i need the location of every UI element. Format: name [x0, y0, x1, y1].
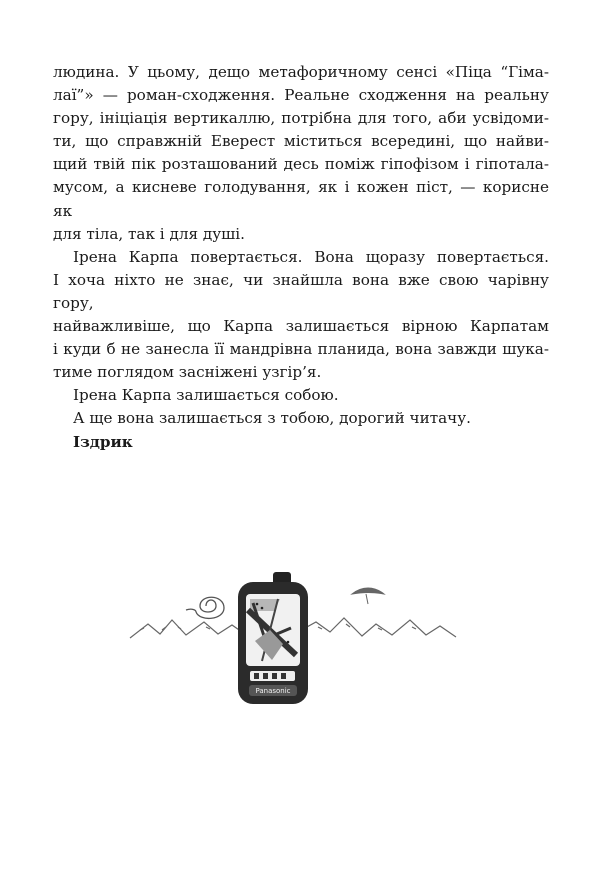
paragraph-2 — [53, 246, 549, 385]
text-line: щий твій пік розташований десь поміж гіпофізом і гіпотала- — [53, 155, 549, 174]
text-line: ти, що справжній Еверест міститься всередині, що найви- — [53, 132, 549, 151]
text-line: людина. У цьому, дещо метафоричному сенсі «Піца “Гіма- — [53, 63, 549, 81]
main-text — [53, 61, 549, 454]
text-line: і куди б не занесла її мандрівна планида, вона завжди шука- — [53, 340, 549, 359]
gps-device-mountains-illustration — [120, 572, 480, 712]
flying-bird-icon — [352, 588, 384, 604]
mountains-left — [130, 620, 242, 638]
paragraph-3 — [53, 384, 549, 407]
paragraph-4 — [53, 407, 549, 430]
mountains-right — [296, 618, 456, 637]
text-line: для тіла, так і для душі. — [53, 224, 245, 243]
text-line: лаї”» — роман-сходження. Реальне сходження на реальну — [53, 86, 549, 105]
text-line: тиме поглядом засніжені узгір’я. — [53, 363, 322, 382]
text-line: А ще вона залишається з тобою, дорогий читачу. — [73, 409, 471, 428]
text-line: Ірена Карпа повертається. Вона щоразу повертається. — [73, 247, 549, 266]
text-line: мусом, а кисневе голодування, як і кожен піст, — корисне як — [53, 178, 549, 220]
text-line: найважливіше, що Карпа залишається вірною Карпатам — [53, 317, 549, 336]
author-signature: Іздрик — [73, 432, 133, 451]
spiral-cloud-icon — [186, 597, 224, 618]
paragraph-1 — [53, 61, 549, 246]
text-line: Ірена Карпа залишається собою. — [73, 386, 339, 405]
svg-text:Panasonic: Panasonic — [255, 687, 291, 695]
text-line: гору, ініціація вертикаллю, потрібна для того, аби усвідоми- — [53, 109, 549, 128]
gps-device-icon — [238, 572, 308, 704]
text-line: І хоча ніхто не знає, чи знайшла вона вже свою чарівну гору, — [53, 270, 549, 312]
